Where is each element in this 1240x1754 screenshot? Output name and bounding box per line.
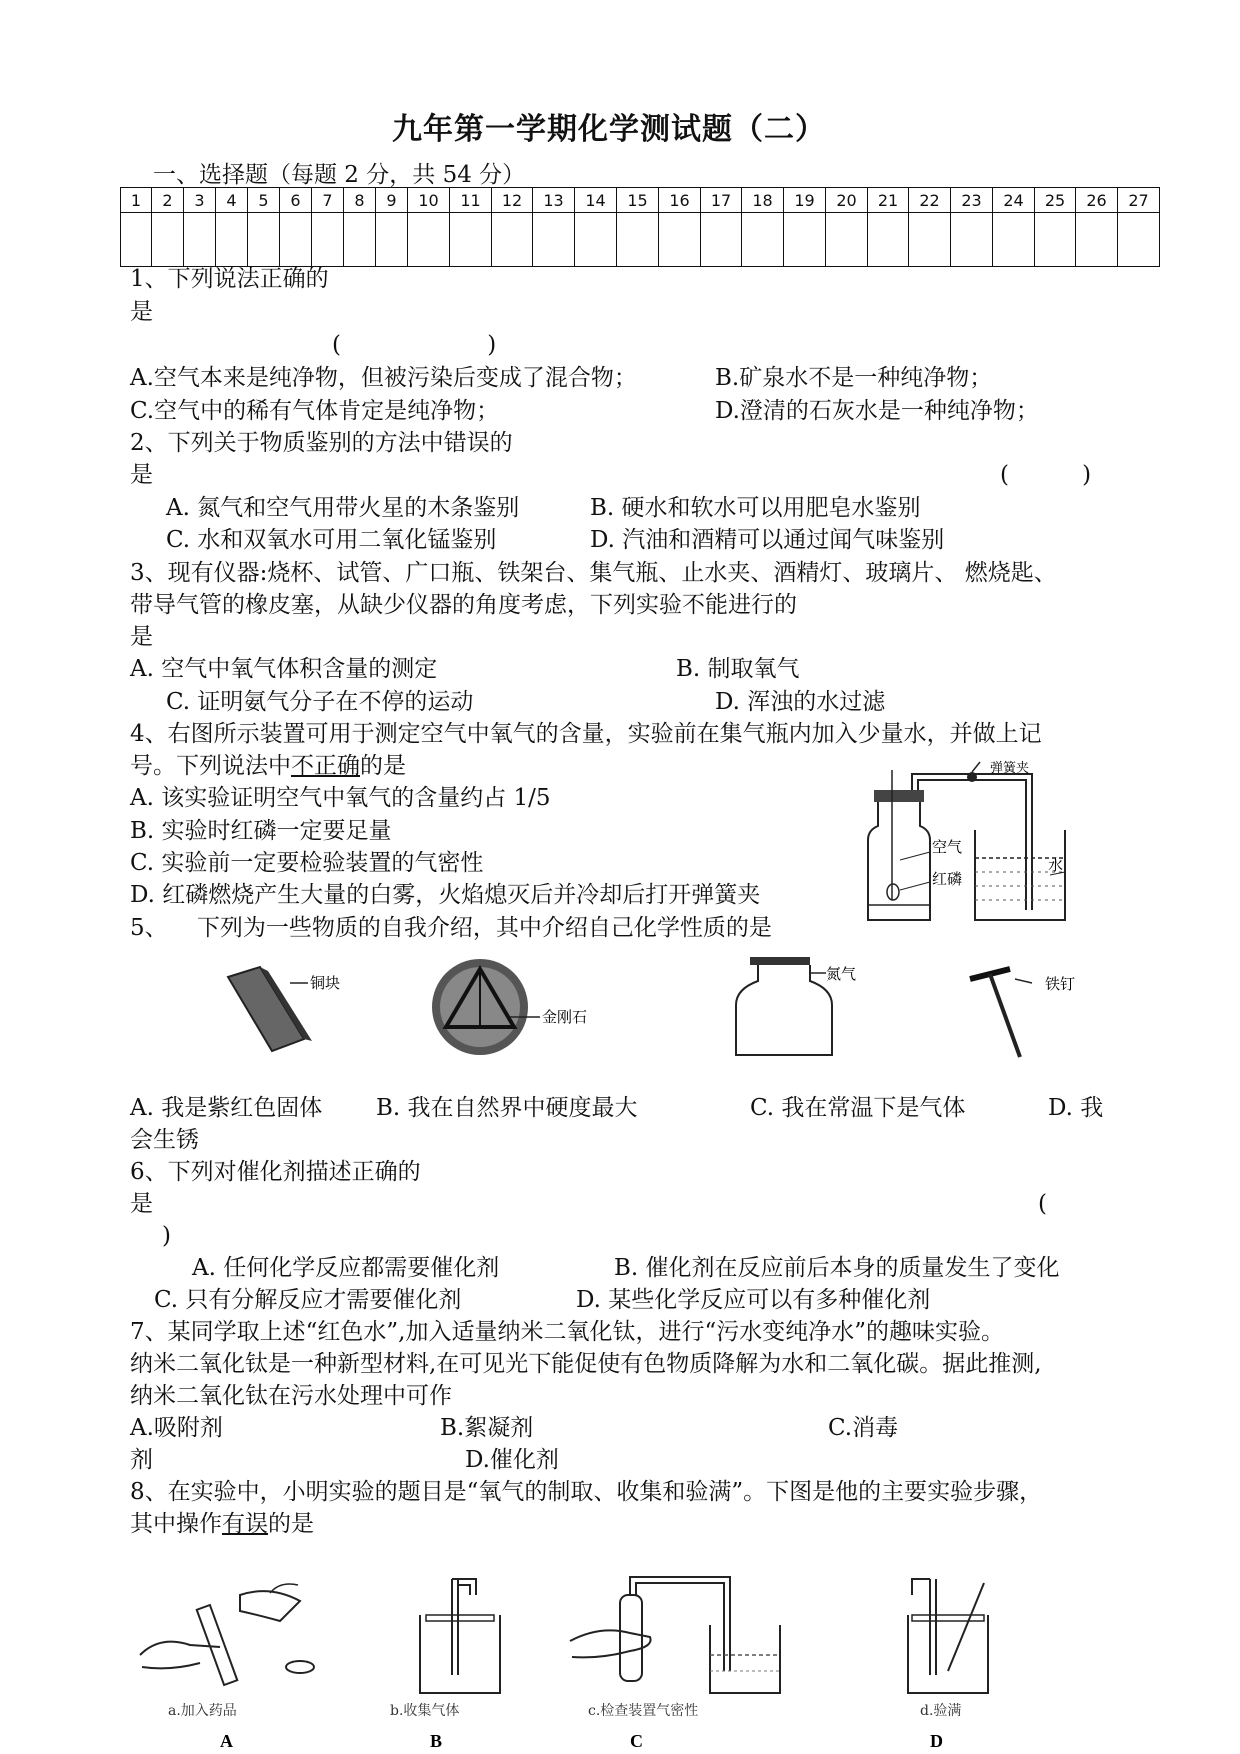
q1-option-c: C.空气中的稀有气体肯定是纯净物； xyxy=(130,398,500,424)
q7-option-c: C.消毒 xyxy=(828,1415,899,1441)
grid-number-22: 22 xyxy=(909,188,951,213)
verify-full-icon xyxy=(908,1579,988,1750)
page-title: 九年第一学期化学测试题（二） xyxy=(392,112,826,147)
answer-cell-9[interactable] xyxy=(376,213,408,267)
grid-number-6: 6 xyxy=(280,188,312,213)
answer-cell-6[interactable] xyxy=(280,213,312,267)
q2-answer-paren: ( ) xyxy=(1000,462,1092,488)
q1-stem: 1、下列说法正确的 xyxy=(130,266,329,292)
q1-answer-paren: ( ) xyxy=(332,332,497,358)
q5-label-diamond: 金刚石 xyxy=(542,1008,588,1026)
q4-option-a: A. 该实验证明空气中氧气的含量约占 1/5 xyxy=(130,785,551,811)
q7-stem: 7、某同学取上述“红色水”,加入适量纳米二氧化钛，进行“污水变纯净水”的趣味实验。 xyxy=(130,1319,1004,1345)
q6-option-b: B. 催化剂在反应前后本身的质量发生了变化 xyxy=(614,1255,1060,1281)
grid-number-13: 13 xyxy=(533,188,575,213)
q6-paren-left: ( xyxy=(1038,1191,1047,1217)
answer-cell-12[interactable] xyxy=(492,213,533,267)
q4-stem-cont-a: 号。下列说法中 xyxy=(130,753,291,779)
q5-option-d: D. 我 xyxy=(1048,1095,1104,1121)
grid-number-9: 9 xyxy=(376,188,408,213)
q8-stem-cont-a: 其中操作 xyxy=(130,1511,222,1537)
grid-number-14: 14 xyxy=(575,188,617,213)
q8-letter-b: B xyxy=(430,1731,443,1750)
q4-option-b: B. 实验时红磷一定要足量 xyxy=(130,818,392,844)
answer-cell-14[interactable] xyxy=(575,213,617,267)
answer-cell-13[interactable] xyxy=(533,213,575,267)
q3-stem-cont2: 是 xyxy=(130,624,153,650)
q4-option-d: D. 红磷燃烧产生大量的白雾，火焰熄灭后并冷却后打开弹簧夹 xyxy=(130,882,761,908)
q6-option-a: A. 任何化学反应都需要催化剂 xyxy=(192,1255,500,1281)
grid-number-2: 2 xyxy=(152,188,184,213)
q8-caption-c: c.检查装置气密性 xyxy=(588,1703,699,1719)
q8-stem-cont-b: 的是 xyxy=(268,1511,314,1537)
answer-cell-16[interactable] xyxy=(659,213,701,267)
answer-cell-2[interactable] xyxy=(152,213,184,267)
grid-number-27: 27 xyxy=(1118,188,1160,213)
q5-figures xyxy=(220,955,1120,1065)
answer-cell-8[interactable] xyxy=(344,213,376,267)
q2-option-a: A. 氮气和空气用带火星的木条鉴别 xyxy=(166,495,520,521)
grid-number-12: 12 xyxy=(492,188,533,213)
q4-label-clip: 弹簧夹 xyxy=(990,761,1030,776)
q4-label-water: 水 xyxy=(1048,856,1064,874)
grid-number-23: 23 xyxy=(951,188,993,213)
q7-option-b: B.絮凝剂 xyxy=(440,1415,534,1441)
answer-cell-25[interactable] xyxy=(1035,213,1076,267)
q5-option-c: C. 我在常温下是气体 xyxy=(750,1095,966,1121)
q2-option-b: B. 硬水和软水可以用肥皂水鉴别 xyxy=(590,495,921,521)
grid-number-16: 16 xyxy=(659,188,701,213)
grid-number-8: 8 xyxy=(344,188,376,213)
answer-cell-27[interactable] xyxy=(1118,213,1160,267)
grid-number-20: 20 xyxy=(826,188,868,213)
grid-number-21: 21 xyxy=(868,188,909,213)
grid-number-26: 26 xyxy=(1076,188,1118,213)
grid-number-1: 1 xyxy=(121,188,152,213)
q8-letter-a: A xyxy=(220,1731,233,1750)
q4-option-c: C. 实验前一定要检验装置的气密性 xyxy=(130,850,484,876)
q7-stem-cont2: 纳米二氧化钛在污水处理中可作 xyxy=(130,1383,452,1409)
answer-cell-21[interactable] xyxy=(868,213,909,267)
gas-jar-icon xyxy=(736,957,856,1055)
q8-caption-a: a.加入药品 xyxy=(168,1703,237,1719)
q8-caption-d: d.验满 xyxy=(920,1703,962,1719)
q8-figures xyxy=(130,1575,1120,1750)
q5-label-nitrogen: 氮气 xyxy=(826,965,857,983)
q8-caption-b: b.收集气体 xyxy=(390,1703,460,1719)
q5-label-copper: 铜块 xyxy=(310,974,341,992)
answer-cell-7[interactable] xyxy=(312,213,344,267)
q3-option-d: D. 浑浊的水过滤 xyxy=(715,689,886,715)
answer-cell-11[interactable] xyxy=(450,213,492,267)
grid-number-4: 4 xyxy=(216,188,248,213)
q5-option-a: A. 我是紫红色固体 xyxy=(130,1095,323,1121)
grid-number-24: 24 xyxy=(993,188,1035,213)
copper-block-icon xyxy=(228,967,340,1051)
q3-stem-cont: 带导气管的橡皮塞，从缺少仪器的角度考虑，下列实验不能进行的 xyxy=(130,592,797,618)
q7-option-d: D.催化剂 xyxy=(465,1447,559,1473)
q4-label-air: 空气 xyxy=(932,838,963,856)
q7-option-c-cont: 剂 xyxy=(130,1447,153,1473)
answer-cell-23[interactable] xyxy=(951,213,993,267)
grid-number-25: 25 xyxy=(1035,188,1076,213)
q2-stem-cont: 是 xyxy=(130,462,153,488)
grid-number-19: 19 xyxy=(784,188,826,213)
q4-stem: 4、右图所示装置可用于测定空气中氧气的含量，实验前在集气瓶内加入少量水，并做上记 xyxy=(130,721,1042,747)
q2-option-c: C. 水和双氧水可用二氧化锰鉴别 xyxy=(166,527,497,553)
q8-stem-cont xyxy=(130,1508,314,1540)
q3-stem: 3、现有仪器:烧杯、试管、广口瓶、铁架台、集气瓶、止水夹、酒精灯、玻璃片、 燃烧匙、 xyxy=(130,560,1057,586)
answer-cell-22[interactable] xyxy=(909,213,951,267)
q4-stem-cont-b: 的是 xyxy=(360,753,406,779)
answer-cell-5[interactable] xyxy=(248,213,280,267)
grid-number-15: 15 xyxy=(617,188,659,213)
answer-grid xyxy=(120,187,1160,267)
answer-cell-24[interactable] xyxy=(993,213,1035,267)
q8-emphasis: 有误 xyxy=(222,1511,268,1537)
q7-stem-cont: 纳米二氧化钛是一种新型材料,在可见光下能促使有色物质降解为水和二氧化碳。据此推测, xyxy=(130,1351,1042,1377)
grid-number-5: 5 xyxy=(248,188,280,213)
gas-collection-icon xyxy=(390,1579,500,1750)
section-heading: 一、选择题（每题 2 分，共 54 分） xyxy=(153,162,526,188)
q3-option-c: C. 证明氨气分子在不停的运动 xyxy=(166,689,474,715)
q6-paren-right: ) xyxy=(162,1223,171,1249)
q2-stem: 2、下列关于物质鉴别的方法中错误的 xyxy=(130,430,513,456)
answer-cell-18[interactable] xyxy=(742,213,784,267)
q7-option-a: A.吸附剂 xyxy=(130,1415,223,1441)
q1-option-a: A.空气本来是纯净物，但被污染后变成了混合物； xyxy=(130,365,637,391)
nail-icon xyxy=(970,969,1075,1057)
q3-option-b: B. 制取氧气 xyxy=(676,656,800,682)
q5-option-d-cont: 会生锈 xyxy=(130,1127,199,1153)
answer-cell-3[interactable] xyxy=(184,213,216,267)
answer-cell-1[interactable] xyxy=(121,213,152,267)
answer-cell-26[interactable] xyxy=(1076,213,1118,267)
answer-cell-4[interactable] xyxy=(216,213,248,267)
grid-number-17: 17 xyxy=(701,188,742,213)
answer-cell-20[interactable] xyxy=(826,213,868,267)
q8-letter-d: D xyxy=(930,1731,943,1750)
grid-number-7: 7 xyxy=(312,188,344,213)
answer-cell-15[interactable] xyxy=(617,213,659,267)
q1-option-d: D.澄清的石灰水是一种纯净物； xyxy=(715,398,1039,424)
q3-option-a: A. 空气中氧气体积含量的测定 xyxy=(130,656,438,682)
q5-label-nail: 铁钉 xyxy=(1045,975,1076,993)
q6-option-d: D. 某些化学反应可以有多种催化剂 xyxy=(576,1287,931,1313)
q4-stem-cont xyxy=(130,750,406,782)
grid-number-3: 3 xyxy=(184,188,216,213)
hand-test-tube-icon xyxy=(140,1584,314,1750)
q6-option-c: C. 只有分解反应才需要催化剂 xyxy=(154,1287,462,1313)
airtightness-check-icon xyxy=(570,1577,780,1750)
q5-option-b: B. 我在自然界中硬度最大 xyxy=(376,1095,638,1121)
q4-label-phosphorus: 红磷 xyxy=(932,870,963,888)
q4-emphasis: 不正确 xyxy=(291,753,360,779)
grid-number-11: 11 xyxy=(450,188,492,213)
q4-apparatus-figure xyxy=(840,760,1070,940)
q6-stem-cont: 是 xyxy=(130,1191,153,1217)
q5-stem: 5、 下列为一些物质的自我介绍，其中介绍自己化学性质的是 xyxy=(130,915,772,941)
q8-letter-c: C xyxy=(630,1731,643,1750)
q1-stem-cont: 是 xyxy=(130,299,153,325)
q1-option-b: B.矿泉水不是一种纯净物； xyxy=(715,365,993,391)
q6-stem: 6、下列对催化剂描述正确的 xyxy=(130,1159,421,1185)
q2-option-d: D. 汽油和酒精可以通过闻气味鉴别 xyxy=(590,527,945,553)
grid-number-10: 10 xyxy=(408,188,450,213)
q8-stem: 8、在实验中，小明实验的题目是“氧气的制取、收集和验满”。下图是他的主要实验步骤， xyxy=(130,1479,1043,1505)
diamond-icon xyxy=(432,959,587,1055)
grid-number-18: 18 xyxy=(742,188,784,213)
answer-cell-17[interactable] xyxy=(701,213,742,267)
answer-cell-10[interactable] xyxy=(408,213,450,267)
answer-cell-19[interactable] xyxy=(784,213,826,267)
